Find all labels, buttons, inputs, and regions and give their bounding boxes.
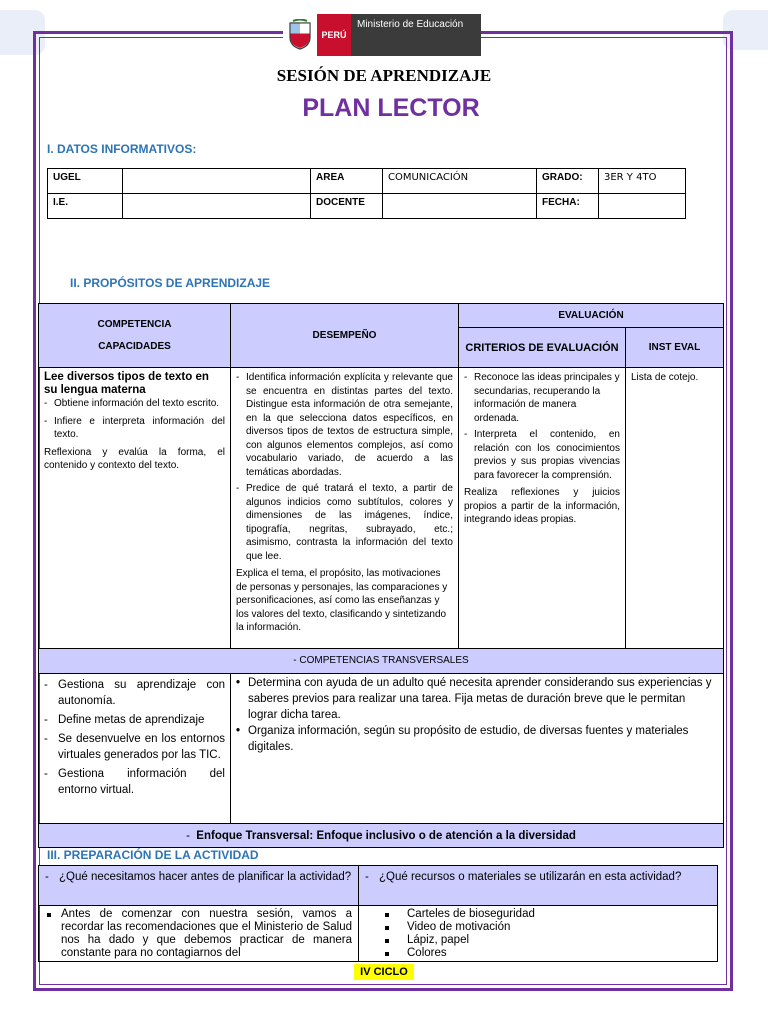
materials-list xyxy=(383,908,711,960)
desempeno-list xyxy=(236,371,453,563)
propositos-table xyxy=(38,303,724,674)
desempeno-cell xyxy=(231,368,459,649)
material-item: Video de motivación xyxy=(383,921,711,934)
grado-value: 3ER Y 4TO xyxy=(599,169,686,194)
grado-label: GRADO: xyxy=(537,169,599,194)
transversal-item: - Gestiona información del entorno virtual. xyxy=(44,766,225,798)
material-item: Carteles de bioseguridad xyxy=(383,908,711,921)
section-heading-propositos: II. PROPÓSITOS DE APRENDIZAJE xyxy=(70,276,271,290)
transversal-item: - Define metas de aprendizaje xyxy=(44,712,225,728)
prep-answer-2-cell xyxy=(359,906,718,962)
prep-question-1: - ¿Qué necesitamos hacer antes de planificar la actividad? xyxy=(45,869,352,885)
material-item: Colores xyxy=(383,947,711,960)
evaluacion-header: EVALUACIÓN xyxy=(459,304,724,328)
competencias-transversales-header: - COMPETENCIAS TRANSVERSALES xyxy=(39,649,724,674)
ugel-value xyxy=(123,169,311,194)
competencia-title: Lee diversos tipos de texto en su lengua materna xyxy=(44,371,209,396)
prep-question-1-list xyxy=(45,869,352,885)
transversales-left-cell xyxy=(39,674,231,824)
competencia-header xyxy=(39,304,231,368)
desempeno-item: - Predice de qué tratará el texto, a partir de algunos indicios como subtítulos, colores y dimensiones de las imágenes, índice, tipografía, negritas, subrayado, etc.; asimismo, contrasta la información del texto que lee. xyxy=(236,482,453,563)
minedu-logo xyxy=(283,14,481,56)
preparacion-table xyxy=(38,865,718,962)
competencia-header-label: COMPETENCIA xyxy=(97,318,172,330)
info-table xyxy=(47,168,686,219)
desempeno-extra: Explica el tema, el propósito, las motivaciones de personas y personajes, las comparaciones y personificaciones, así como las enseñanzas y los valores del texto, clasificando y sintetizando la información. xyxy=(236,568,448,633)
criterios-header: CRITERIOS DE EVALUACIÓN xyxy=(459,328,626,368)
transversal-item: - Gestiona su aprendizaje con autonomía. xyxy=(44,677,225,709)
capacidades-header-label: CAPACIDADES xyxy=(98,340,171,352)
inst-eval-header: INST EVAL xyxy=(626,328,724,368)
transversales-right-cell xyxy=(231,674,724,824)
prep-answer-1-cell xyxy=(39,906,359,962)
transversales-right-list xyxy=(236,675,715,755)
transversales-left-list xyxy=(44,677,225,798)
ugel-label: UGEL xyxy=(48,169,123,194)
area-label: AREA xyxy=(311,169,383,194)
ie-value xyxy=(123,194,311,219)
transversales-table xyxy=(38,673,724,848)
prep-question-1-cell xyxy=(39,866,359,906)
coat-of-arms-icon xyxy=(283,14,317,56)
docente-label: DOCENTE xyxy=(311,194,383,219)
inst-eval-cell: Lista de cotejo. xyxy=(626,368,724,649)
docente-value xyxy=(383,194,537,219)
desempeno-header: DESEMPEÑO xyxy=(231,304,459,368)
enfoque-transversal xyxy=(39,824,724,848)
capacidades-list xyxy=(44,397,225,442)
ie-label: I.E. xyxy=(48,194,123,219)
criterio-item: - Interpreta el contenido, en relación con los conocimientos previos y sus propias vivencias para favorecer la comprensión. xyxy=(464,428,620,482)
capacidad-item: - Obtiene información del texto escrito. xyxy=(44,397,225,411)
prep-question-2: - ¿Qué recursos o materiales se utilizarán en esta actividad? xyxy=(365,869,711,885)
peru-label: PERÚ xyxy=(317,14,351,56)
prep-answer-1: Antes de comenzar con nuestra sesión, vamos a recordar las recomendaciones que el Ministerio de Salud nos ha dado y que debemos practicar de manera constante para no contagiarnos del xyxy=(45,908,352,960)
criterios-list xyxy=(464,371,620,482)
ministry-label: Ministerio de Educación xyxy=(351,14,481,56)
fecha-label: FECHA: xyxy=(537,194,599,219)
prep-answer-1-list xyxy=(45,908,352,960)
enfoque-dash: - xyxy=(186,829,197,842)
fecha-value xyxy=(599,194,686,219)
area-value: COMUNICACIÓN xyxy=(383,169,537,194)
competencia-cell xyxy=(39,368,231,649)
prep-question-2-cell xyxy=(359,866,718,906)
section-heading-datos: I. DATOS INFORMATIVOS: xyxy=(47,142,197,156)
document-title: SESIÓN DE APRENDIZAJE xyxy=(276,66,492,85)
transversal-desempeno-item: • Organiza información, según su propósito de estudio, de diversas fuentes y materiales digitales. xyxy=(236,723,715,755)
document-subtitle: PLAN LECTOR xyxy=(302,94,480,122)
capacidad-item: - Infiere e interpreta información del texto. xyxy=(44,415,225,442)
criterios-cell xyxy=(459,368,626,649)
criterio-extra: Realiza reflexiones y juicios propios a partir de la información, integrando ideas propias. xyxy=(464,487,620,525)
enfoque-label: Enfoque Transversal: xyxy=(196,829,314,842)
ciclo-label: IV CICLO xyxy=(354,964,414,980)
enfoque-value: Enfoque inclusivo o de atención a la diversidad xyxy=(316,829,576,842)
transversal-desempeno-item: • Determina con ayuda de un adulto qué necesita aprender considerando sus experiencias y saberes previos para realizar una tarea. Fija metas de duración breve que le permitan lograr dicha tarea. xyxy=(236,675,715,723)
capacidad-extra: Reflexiona y evalúa la forma, el contenido y contexto del texto. xyxy=(44,446,225,471)
section-heading-preparacion: III. PREPARACIÓN DE LA ACTIVIDAD xyxy=(47,848,259,862)
criterio-item: - Reconoce las ideas principales y secundarias, recuperando la información de manera ordenada. xyxy=(464,371,620,425)
material-item: Lápiz, papel xyxy=(383,934,711,947)
prep-question-2-list xyxy=(365,869,711,885)
transversal-item: - Se desenvuelve en los entornos virtuales generados por las TIC. xyxy=(44,731,225,763)
desempeno-item: - Identifica información explícita y relevante que se encuentra en distintas partes del texto. Distingue esta información de otra semejante, en la que selecciona datos específicos, en diversos tipos de textos de estructura simple, con algunos elementos complejos, así como vocabulario variado, de acuerdo a las temáticas abordadas. xyxy=(236,371,453,479)
